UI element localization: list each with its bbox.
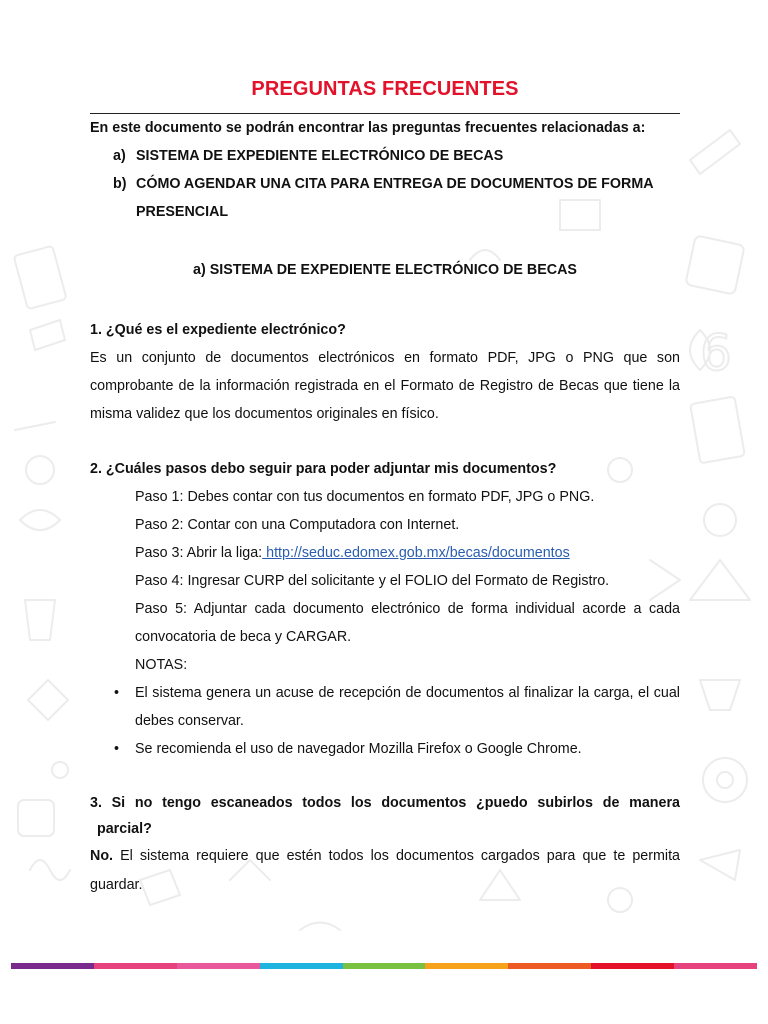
notes-label: NOTAS: — [135, 657, 188, 673]
document-body — [90, 78, 680, 900]
toc-text: CÓMO AGENDAR UNA CITA PARA ENTREGA DE DOCUMENTOS DE FORMA PRESENCIAL — [136, 176, 654, 220]
title-rule — [90, 113, 680, 114]
step-4: Paso 4: Ingresar CURP del solicitante y el FOLIO del Formato de Registro. — [135, 573, 610, 589]
answer-3 — [90, 842, 680, 900]
stripe-segment — [94, 963, 177, 969]
documents-link[interactable]: http://seduc.edomex.gob.mx/becas/documentos — [262, 545, 570, 561]
toc-item — [90, 142, 680, 170]
step-5: Paso 5: Adjuntar cada documento electrónico de forma individual acorde a cada convocatoria de beca y CARGAR. — [135, 601, 680, 645]
intro-text: En este documento se podrán encontrar las preguntas frecuentes relacionadas a: — [90, 120, 646, 136]
step-1: Paso 1: Debes contar con tus documentos en formato PDF, JPG o PNG. — [135, 489, 595, 505]
stripe-segment — [425, 963, 508, 969]
question-2: 2. ¿Cuáles pasos debo seguir para poder adjuntar mis documentos? — [90, 461, 557, 477]
stripe-segment — [343, 963, 426, 969]
question-3: 3. Si no tengo escaneados todos los documentos ¿puedo subirlos de manera — [90, 795, 680, 811]
step-3-label: Paso 3: Abrir la liga: — [135, 545, 263, 561]
answer-3-lead: No. — [90, 848, 114, 864]
note-item — [90, 735, 680, 763]
stripe-segment — [508, 963, 591, 969]
step-2: Paso 2: Contar con una Computadora con Internet. — [135, 517, 460, 533]
step-3 — [135, 539, 680, 567]
bullet-icon: • — [114, 685, 120, 701]
note-text: El sistema genera un acuse de recepción de documentos al finalizar la carga, el cual debes conservar. — [135, 685, 680, 729]
question-3-continued: parcial? — [97, 821, 152, 837]
steps-list — [90, 483, 680, 679]
stripe-segment — [674, 963, 757, 969]
toc-marker: b) — [113, 176, 127, 192]
stripe-segment — [177, 963, 260, 969]
footer-color-stripe — [11, 963, 757, 969]
stripe-segment — [591, 963, 674, 969]
answer-3-text: El sistema requiere que estén todos los documentos cargados para que te permita guardar. — [90, 848, 680, 893]
notes-list — [90, 679, 680, 763]
note-item — [90, 679, 680, 735]
svg-text:6: 6 — [700, 324, 732, 382]
bullet-icon: • — [114, 741, 120, 757]
stripe-segment — [11, 963, 94, 969]
toc-item — [90, 170, 680, 226]
stripe-segment — [260, 963, 343, 969]
toc-marker: a) — [113, 148, 126, 164]
page-title: PREGUNTAS FRECUENTES — [251, 78, 519, 100]
table-of-contents — [90, 142, 680, 226]
note-text: Se recomienda el uso de navegador Mozilla Firefox o Google Chrome. — [135, 741, 582, 757]
answer-1: Es un conjunto de documentos electrónicos en formato PDF, JPG o PNG que son comprobante de la información registrada en el Formato de Registro de Becas que tiene la misma validez que los documentos originales en físico. — [90, 350, 680, 422]
question-1: 1. ¿Qué es el expediente electrónico? — [90, 322, 346, 338]
toc-text: SISTEMA DE EXPEDIENTE ELECTRÓNICO DE BECAS — [136, 148, 504, 164]
section-title: a) SISTEMA DE EXPEDIENTE ELECTRÓNICO DE BECAS — [193, 262, 577, 278]
